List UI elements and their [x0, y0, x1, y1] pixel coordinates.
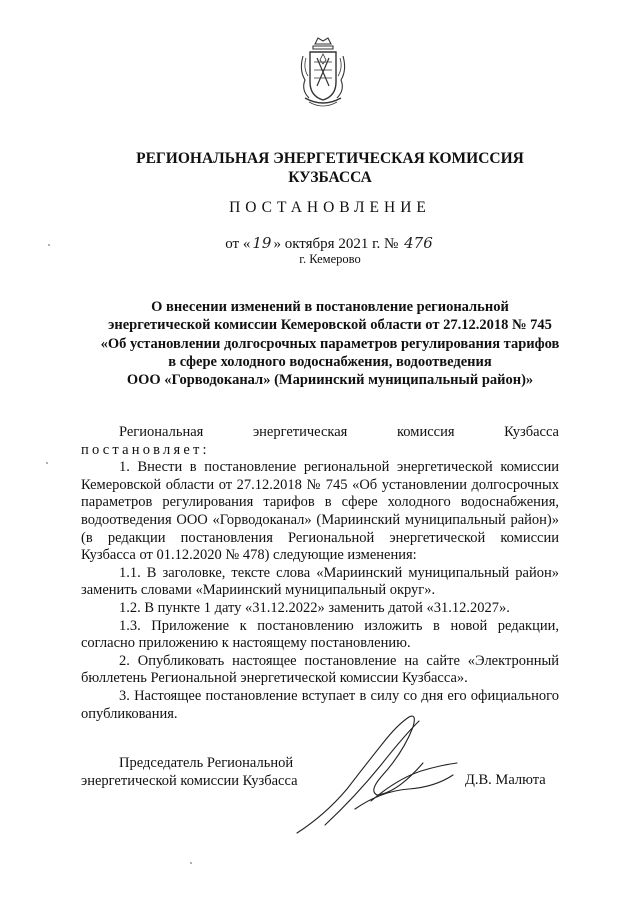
paragraph-1: 1. Внести в постановление региональной энергетической комиссии Кемеровской области от 27.12.2018 № 745 «Об установлении долгосрочных параметров регулирования тарифов в сфере холодного водоснабжения, водоотведения ООО «Горводоканал» (Мариинский муниципальный район)» (в редакции постановления Региональной энергетической комиссии Кузбасса от 01.12.2020 № 478) следующие изменения: [81, 459, 559, 564]
city: г. Кемерово [299, 252, 361, 266]
paragraph-1-1: 1.1. В заголовке, тексте слова «Мариинский муниципальный район» заменить словами «Мариинский муниципальный округ». [81, 564, 559, 599]
coat-of-arms-icon [295, 36, 351, 112]
document-subject [70, 298, 590, 389]
intro-word: Региональная [119, 424, 204, 440]
intro-word: энергетическая [252, 424, 348, 440]
handwritten-signature-icon [285, 705, 460, 845]
resolves-label: постановляет: [81, 441, 210, 458]
signatory-title-line1: Председатель Региональной [119, 755, 294, 771]
signatory-title-line2: энергетической комиссии Кузбасса [81, 772, 298, 789]
subject-line: О внесении изменений в постановление региональной [151, 299, 509, 315]
intro-line [81, 424, 559, 442]
org-name-line2: КУЗБАССА [288, 169, 372, 186]
signatory-name: Д.В. Малюта [465, 772, 546, 788]
intro-word: Кузбасса [504, 424, 559, 440]
scan-artifact [46, 462, 48, 464]
date-line [70, 234, 590, 253]
document-body [81, 424, 559, 723]
date-prefix: от « [225, 236, 251, 252]
paragraph-3: 3. Настоящее постановление вступает в силу со дня его официального опубликования. [81, 687, 559, 722]
subject-line: ООО «Горводоканал» (Мариинский муниципальный район)» [126, 372, 534, 389]
signatory-title [81, 755, 298, 790]
date-day: 19 [252, 234, 272, 252]
paragraph-2: 2. Опубликовать настоящее постановление на сайте «Электронный бюллетень Региональной энергетической комиссии Кузбасса». [81, 652, 559, 687]
document-type: ПОСТАНОВЛЕНИЕ [229, 199, 431, 216]
subject-line: «Об установлении долгосрочных параметров регулирования тарифов [100, 335, 560, 352]
scan-artifact [48, 244, 50, 246]
document-number: 476 [404, 234, 433, 252]
subject-line: энергетической комиссии Кемеровской области от 27.12.2018 № 745 [108, 317, 552, 334]
subject-line: в сфере холодного водоснабжения, водоотведения [168, 353, 492, 370]
date-suffix: » октября 2021 г. № [273, 236, 399, 252]
intro-word: комиссия [396, 424, 455, 440]
org-name-line1: РЕГИОНАЛЬНАЯ ЭНЕРГЕТИЧЕСКАЯ КОМИССИЯ [136, 150, 524, 167]
scan-artifact [190, 862, 192, 864]
paragraph-1-2: 1.2. В пункте 1 дату «31.12.2022» заменить датой «31.12.2027». [119, 599, 510, 616]
paragraph-1-3: 1.3. Приложение к постановлению изложить в новой редакции, согласно приложению к настоящему постановлению. [81, 617, 559, 652]
